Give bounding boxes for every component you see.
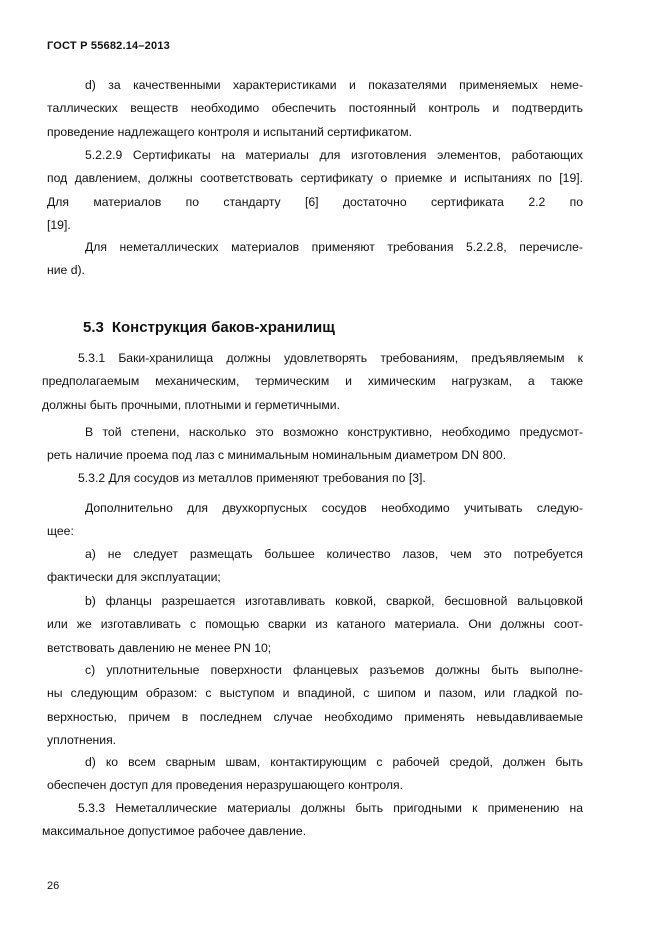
text-line: ние d). (47, 263, 85, 278)
text-line: d) за качественными характеристиками и показателями применяемых неме- (85, 78, 583, 92)
text-line: реть наличие проема под лаз с минимальным номинальным диаметром DN 800. (47, 448, 507, 463)
paragraph-5-2-2-9 (47, 144, 583, 237)
text-line: максимальное допустимое рабочее давление. (42, 824, 307, 839)
list-item-d-monitoring (47, 74, 583, 144)
list-item-c (47, 659, 583, 752)
list-item-a (47, 543, 583, 590)
text-line: должны быть прочными, плотными и герметичными. (42, 397, 340, 412)
text-line: Дополнительно для двухкорпусных сосудов необходимо учитывать следую- (85, 501, 583, 515)
text-line: таллических веществ необходимо обеспечить постоянный контроль и подтвердить (47, 101, 583, 116)
text-line: b) фланцы разрешается изготавливать ковкой, сваркой, бесшовной вальцовкой (85, 594, 583, 608)
text-line: [19]. (47, 217, 71, 232)
paragraph-manhole (47, 421, 583, 468)
list-item-b (47, 590, 583, 660)
text-line: ны следующим образом: с выступом и впадиной, с шипом и пазом, или гладкой по- (47, 686, 583, 701)
text-line: Для неметаллических материалов применяют требования 5.2.2.8, перечисле- (85, 240, 583, 254)
text-line: или же изготавливать с помощью сварки из катаного материала. Они должны соот- (47, 617, 583, 632)
page-number: 26 (47, 880, 60, 892)
paragraph-5-3-3 (42, 797, 583, 844)
text-line: уплотнения. (47, 732, 117, 747)
paragraph-double-wall-vessels (47, 497, 583, 544)
list-item-d-weld-access (47, 751, 583, 798)
text-line: 5.3.1 Баки-хранилища должны удовлетворять требованиям, предъявляемым к (78, 351, 583, 365)
text-line: Для материалов по стандарту [6] достаточно сертификата 2.2 по (47, 194, 583, 209)
text-line: d) ко всем сварным швам, контактирующим с рабочей средой, должен быть (85, 755, 583, 769)
text-line: фактически для эксплуатации; (47, 570, 221, 585)
text-line: обеспечен доступ для проведения неразрушающего контроля. (47, 778, 404, 793)
text-line: ветствовать давлению не менее PN 10; (47, 640, 272, 655)
text-line: под давлением, должны соответствовать сертификату о приемке и испытаниях по [19]. (47, 171, 583, 186)
text-line: предполагаемым механическим, термическим и химическим нагрузкам, а также (42, 374, 583, 389)
text-line: 5.3.2 Для сосудов из металлов применяют требования по [3]. (78, 471, 426, 485)
paragraph-5-3-1 (42, 347, 583, 417)
text-line: а) не следует размещать большее количество лазов, чем это потребуется (85, 547, 583, 561)
document-code-header: ГОСТ Р 55682.14–2013 (47, 40, 170, 52)
text-line: c) уплотнительные поверхности фланцевых разъемов должны быть выполне- (85, 663, 583, 677)
text-line: проведение надлежащего контроля и испытаний сертификатом. (47, 124, 412, 139)
text-line: 5.2.2.9 Сертификаты на материалы для изготовления элементов, работающих (85, 148, 583, 162)
text-line: В той степени, насколько это возможно конструктивно, необходимо предусмот- (85, 425, 583, 439)
section-number: 5.3 (83, 319, 104, 336)
section-heading-5-3 (83, 319, 335, 336)
text-line: щее: (47, 524, 74, 539)
paragraph-nonmetal-requirements (47, 236, 583, 283)
text-line: верхностью, причем в последнем случае необходимо применять невыдавливаемые (47, 709, 583, 724)
section-title: Конструкция баков-хранилищ (111, 319, 335, 336)
paragraph-5-3-2 (42, 467, 583, 490)
text-line: 5.3.3 Неметаллические материалы должны быть пригодными к применению на (78, 801, 583, 815)
